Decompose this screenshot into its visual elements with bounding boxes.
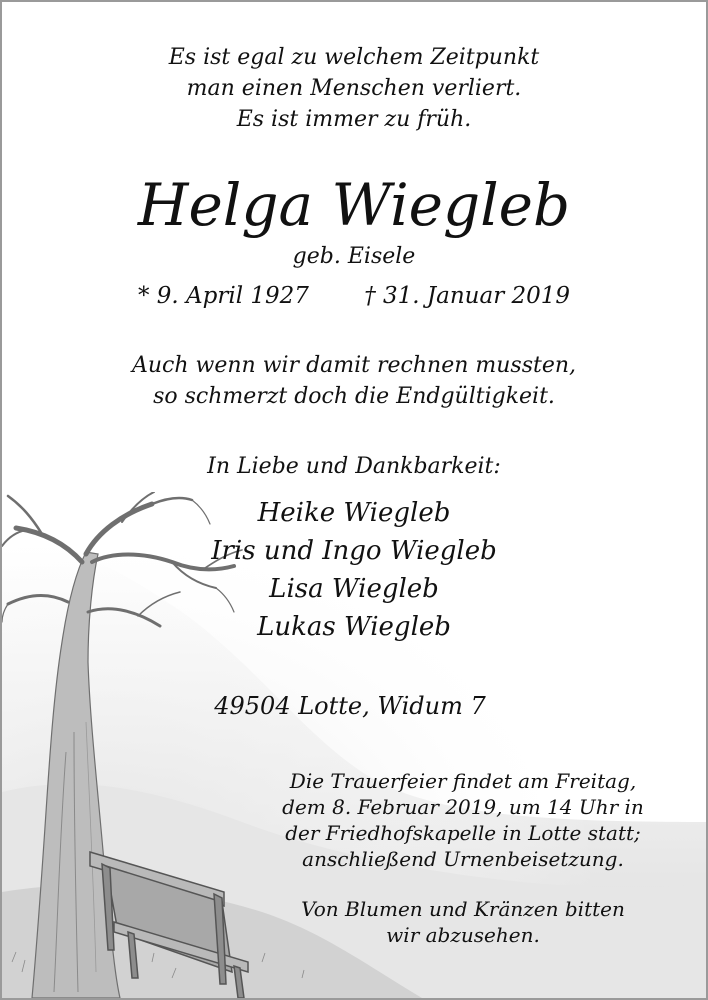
poem-line: Es ist immer zu früh. (236, 107, 472, 132)
quote-line: so schmerzt doch die Endgültigkeit. (153, 384, 555, 409)
life-dates (2, 280, 706, 312)
ceremony-notice (228, 768, 698, 872)
opening-poem (2, 42, 706, 135)
flowers-note (228, 896, 698, 948)
quote-line: Auch wenn wir damit rechnen mussten, (131, 353, 577, 378)
ceremony-line: dem 8. Februar 2019, um 14 Uhr in (282, 795, 644, 819)
mourners-intro: In Liebe und Dankbarkeit: (207, 454, 501, 479)
flowers-line: Von Blumen und Kränzen bitten (301, 897, 625, 921)
address: 49504 Lotte, Widum 7 (214, 692, 486, 720)
mourner-name: Lukas Wiegleb (257, 612, 451, 642)
death-date: † 31. Januar 2019 (364, 283, 571, 309)
mourner-name: Heike Wiegleb (257, 498, 451, 528)
birth-date: * 9. April 1927 (137, 283, 309, 309)
ceremony-line: der Friedhofskapelle in Lotte statt; (285, 821, 641, 845)
memorial-quote (2, 350, 706, 412)
flowers-line: wir abzusehen. (386, 923, 540, 947)
ceremony-line: Die Trauerfeier findet am Freitag, (289, 769, 637, 793)
mourners-list (2, 494, 706, 646)
birth-name: geb. Eisele (292, 244, 416, 269)
poem-line: man einen Menschen verliert. (186, 76, 522, 101)
deceased-name: Helga Wiegleb (137, 171, 571, 239)
mourner-name: Iris und Ingo Wiegleb (211, 536, 497, 566)
mourner-name: Lisa Wiegleb (269, 574, 439, 604)
ceremony-line: anschließend Urnenbeisetzung. (302, 847, 624, 871)
poem-line: Es ist egal zu welchem Zeitpunkt (168, 45, 540, 70)
